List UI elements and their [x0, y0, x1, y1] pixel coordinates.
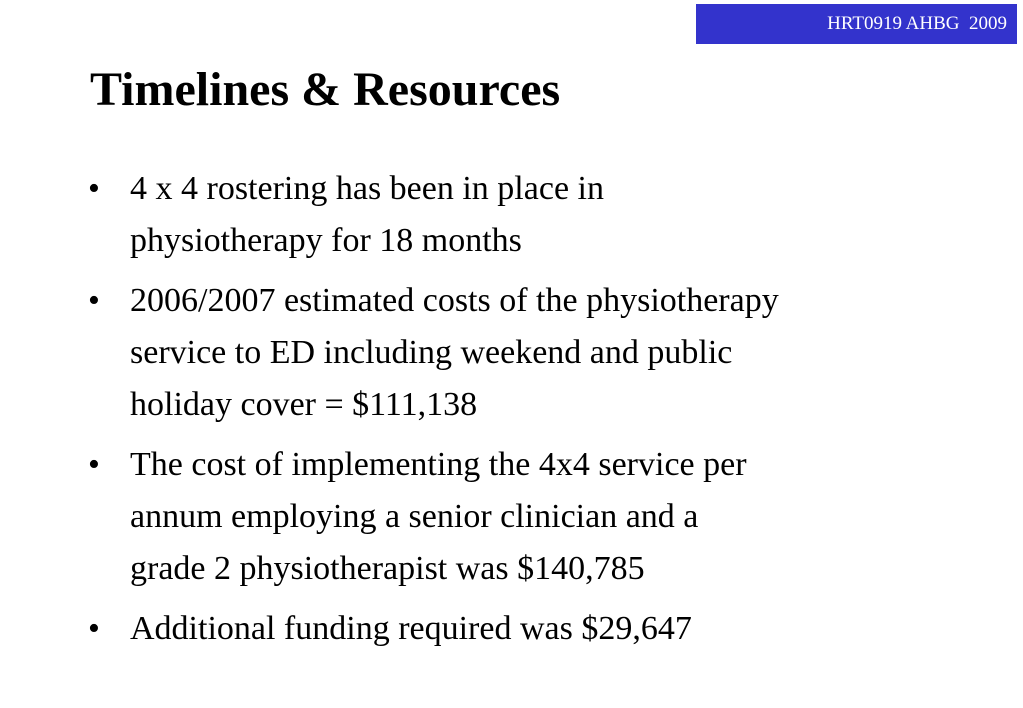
bullet-icon: • — [88, 282, 100, 319]
bullet-icon: • — [88, 170, 100, 207]
bullet-list — [88, 163, 968, 663]
bullet-item — [88, 163, 968, 267]
bullet-icon: • — [88, 446, 100, 483]
bullet-text: The cost of implementing the 4x4 service per annum employing a senior clinician and a grade 2 physiotherapist was $140,785 — [130, 446, 747, 587]
header-badge: HRT0919 AHBG 2009 — [695, 3, 1018, 45]
bullet-item — [88, 439, 968, 595]
slide-title: Timelines & Resources — [90, 63, 561, 116]
bullet-item — [88, 275, 968, 431]
bullet-text: Additional funding required was $29,647 — [130, 610, 692, 647]
bullet-icon: • — [88, 610, 100, 647]
bullet-item — [88, 603, 968, 655]
bullet-text: 2006/2007 estimated costs of the physiotherapy service to ED including weekend and public holiday cover = $111,138 — [130, 282, 779, 423]
bullet-text: 4 x 4 rostering has been in place in physiotherapy for 18 months — [130, 170, 604, 259]
